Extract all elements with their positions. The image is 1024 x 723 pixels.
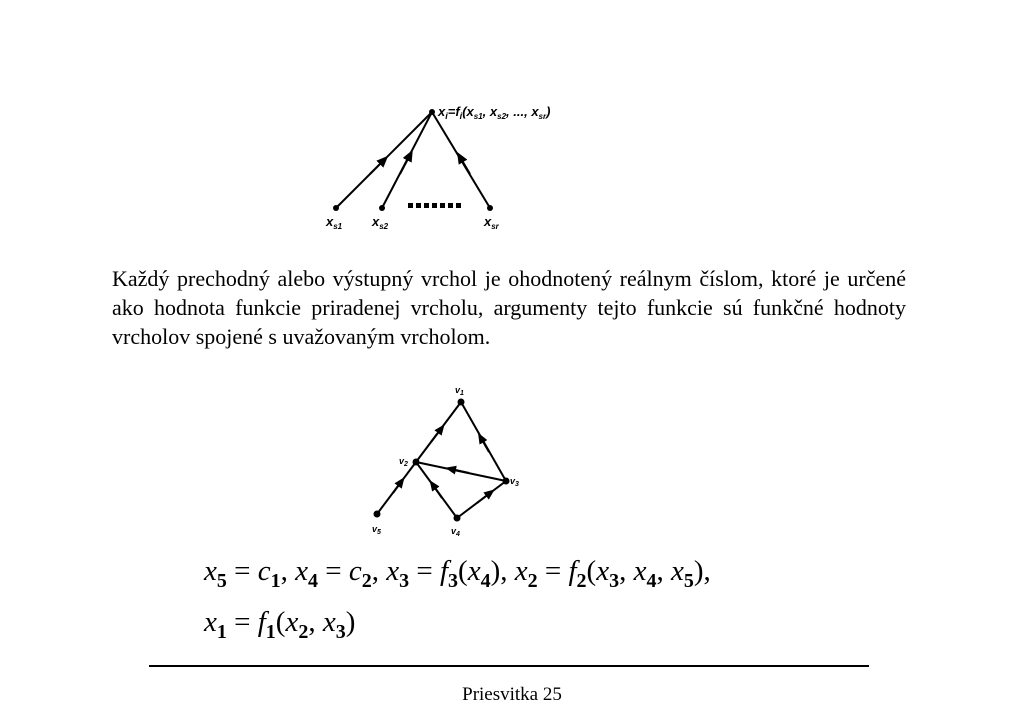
edge-v2-v1 bbox=[416, 402, 461, 462]
slide-number: Priesvitka 25 bbox=[462, 684, 562, 705]
node-v5 bbox=[374, 511, 381, 518]
computational-graph bbox=[365, 382, 535, 542]
node-xsr bbox=[487, 205, 493, 211]
equation-line-2: $x_1 = f_1(x_2$, $x_3$) bbox=[204, 606, 356, 643]
edge-xs1-xi bbox=[336, 112, 432, 208]
node-v4 bbox=[454, 515, 461, 522]
v5-label: $v_5$ bbox=[372, 524, 381, 536]
v2-label: $v_2$ bbox=[399, 456, 408, 468]
edge-v5-v2 bbox=[377, 462, 416, 514]
edge-v4-v3 bbox=[457, 481, 506, 518]
node-xs2 bbox=[379, 205, 385, 211]
xs2-label: $x_{s2}$ bbox=[372, 214, 389, 231]
v3-label: $v_3$ bbox=[510, 476, 519, 488]
node-v1 bbox=[458, 399, 465, 406]
equation-line-1: $x_5 = c_1$, $x_4 = c_2$, $x_3 = f_3(x_4)$, $x_2 = f_2(x_3$, $x_4$, $x_5$), bbox=[204, 555, 711, 592]
edge-v3-v2 bbox=[416, 462, 506, 481]
xs1-label: $x_{s1}$ bbox=[326, 214, 343, 231]
edge-v3-v1 bbox=[461, 402, 506, 481]
node-v2 bbox=[413, 459, 420, 466]
edge-xs2-xi bbox=[382, 112, 432, 208]
v1-label: $v_1$ bbox=[455, 385, 464, 397]
edge-xsr-xi bbox=[432, 112, 490, 208]
node-xi bbox=[429, 109, 435, 115]
v4-label: $v_4$ bbox=[451, 526, 460, 538]
node-xs1 bbox=[333, 205, 339, 211]
description-paragraph: Každý prechodný alebo výstupný vrchol je ohodnotený reálnym číslom, ktoré je určené ako hodnota funkcie priradenej vrcholu, argumenty tejto funkcie sú funkčné hodnoty vrcholov spojené s uvažovaným vrcholom. bbox=[112, 266, 906, 349]
fan-in-diagram bbox=[320, 92, 590, 237]
top-node-label: $x_i=f_i(x_{s1}$, $x_{s2}$, ..., $x_{sr}$) bbox=[438, 104, 551, 121]
node-v3 bbox=[503, 478, 510, 485]
edge-v4-v2 bbox=[416, 462, 457, 518]
ellipsis-dots bbox=[408, 203, 461, 208]
footer-rule bbox=[149, 665, 869, 667]
xsr-label: $x_{sr}$ bbox=[484, 214, 499, 231]
